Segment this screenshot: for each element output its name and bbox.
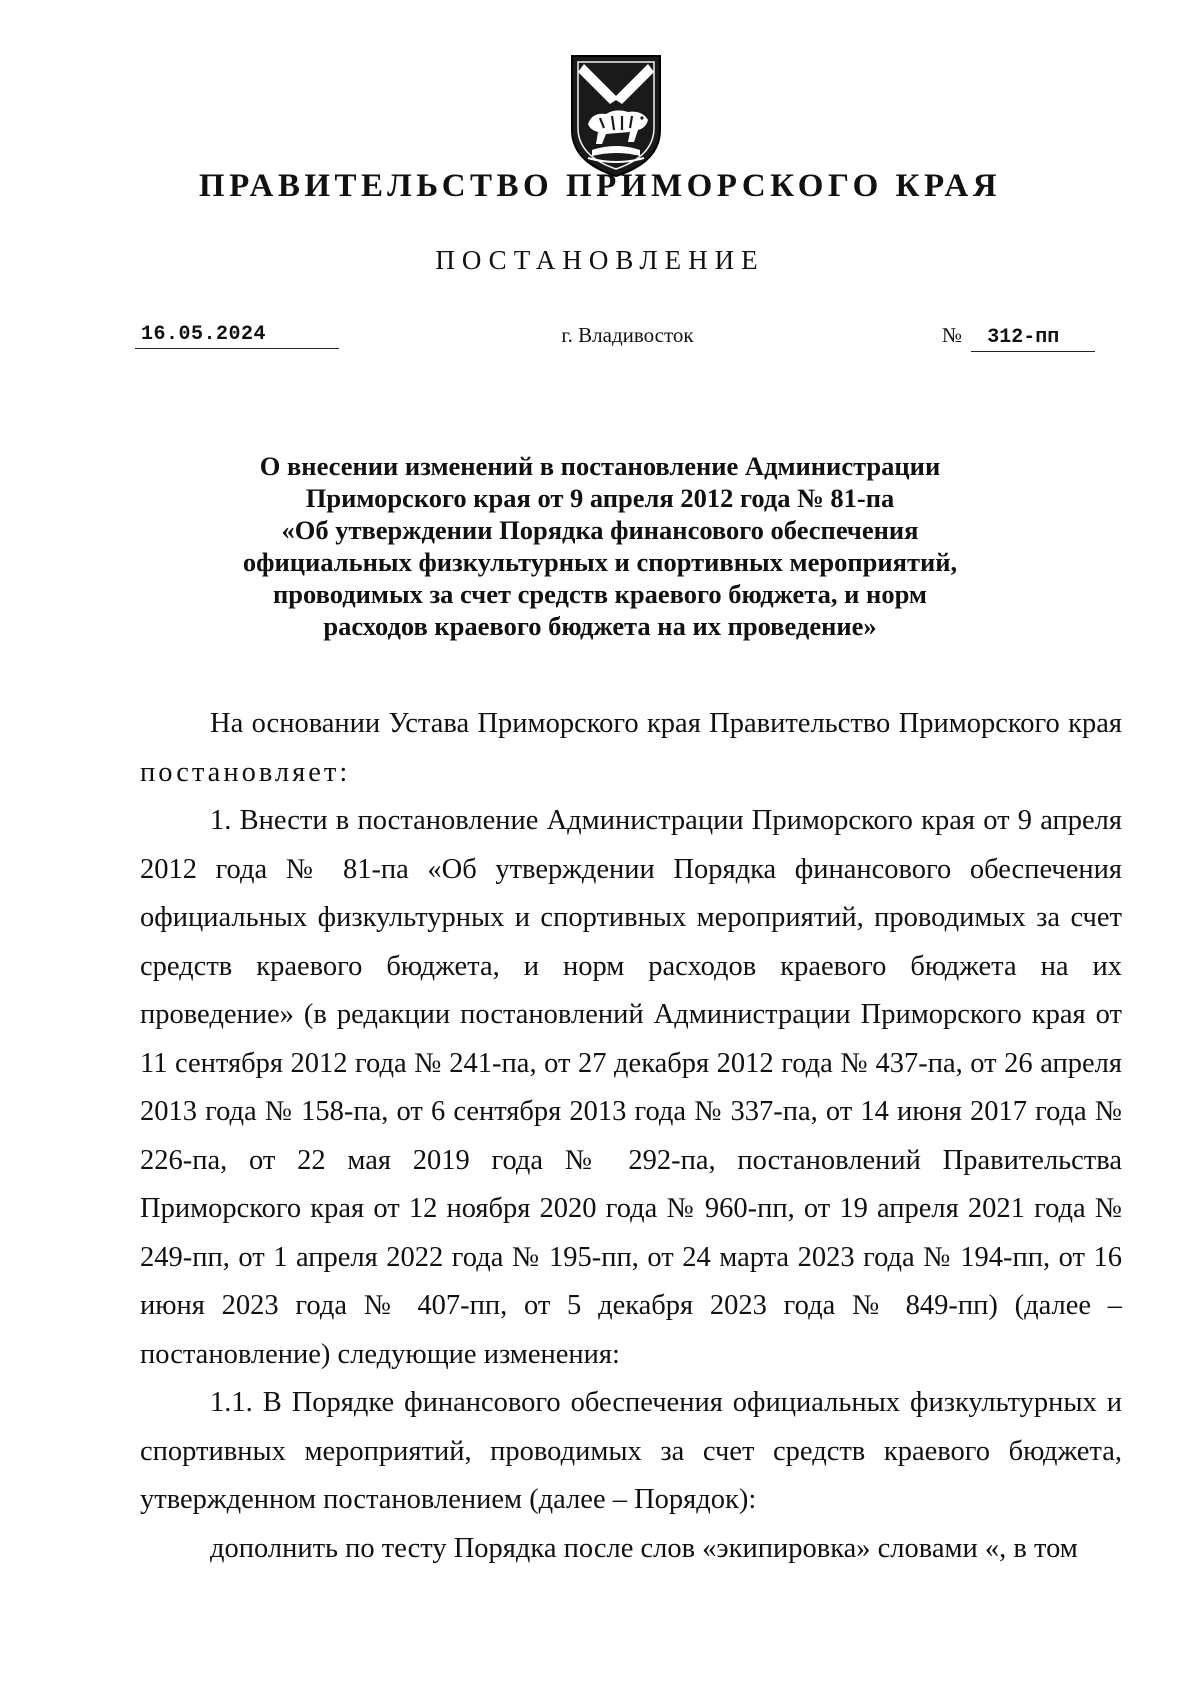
paragraph-1-1: 1.1. В Порядке финансового обеспечения официальных физкультурных и спортивных мероприятий, проводимых за счет средств краевого бюджета, утвержденном постановлением (далее – Порядок): (140, 1387, 1122, 1515)
document-date: 16.05.2024 (135, 322, 339, 349)
paragraph-basis-text: На основании Устава Приморского края Правительство Приморского края (210, 708, 1122, 739)
paragraph-amendment: дополнить по тесту Порядка после слов «экипировка» словами «, в том (210, 1532, 1078, 1564)
heading-line: расходов краевого бюджета на их проведение» (323, 611, 877, 641)
document-city: г. Владивосток (561, 323, 694, 347)
resolves-word: постановляет: (140, 756, 351, 788)
primorsky-krai-coat-of-arms-icon (562, 50, 670, 180)
heading-line: проводимых за счет средств краевого бюджета, и норм (273, 579, 927, 609)
heading-line: Приморского края от 9 апреля 2012 года № 81-па (305, 483, 895, 513)
document-body (140, 700, 1122, 1573)
heading-line: О внесении изменений в постановление Администрации (259, 451, 941, 481)
document-heading (120, 450, 1080, 642)
document-number-block (942, 322, 1095, 352)
number-sign: № (942, 323, 963, 347)
document-number: 312-пп (971, 325, 1095, 352)
document-type: ПОСТАНОВЛЕНИЕ (435, 245, 765, 275)
paragraph-1: 1. Внести в постановление Администрации Приморского края от 9 апреля 2012 года № 81-па «Об утверждении Порядка финансового обеспечения официальных физкультурных и спортивных мероприятий, проводимых за счет средств краевого бюджета, и норм расходов краевого бюджета на их проведение» (в редакции постановлений Администрации Приморского края от 11 сентября 2012 года № 241-па, от 27 декабря 2012 года № 437-па, от 26 апреля 2013 года № 158-па, от 6 сентября 2013 года № 337-па, от 14 июня 2017 года № 226-па, от 22 мая 2019 года № 292-па, постановлений Правительства Приморского края от 12 ноября 2020 года № 960-пп, от 19 апреля 2021 года № 249-пп, от 1 апреля 2022 года № 195-пп, от 24 марта 2023 года № 194-пп, от 16 июня 2023 года № 407-пп, от 5 декабря 2023 года № 849-пп) (далее – постановление) следующие изменения: (140, 805, 1122, 1370)
government-title: ПРАВИТЕЛЬСТВО ПРИМОРСКОГО КРАЯ (198, 168, 1002, 204)
paragraph-basis (140, 700, 1122, 797)
heading-line: «Об утверждении Порядка финансового обеспечения (281, 515, 919, 545)
document-meta-row (135, 322, 1120, 358)
heading-line: официальных физкультурных и спортивных мероприятий, (242, 547, 958, 577)
